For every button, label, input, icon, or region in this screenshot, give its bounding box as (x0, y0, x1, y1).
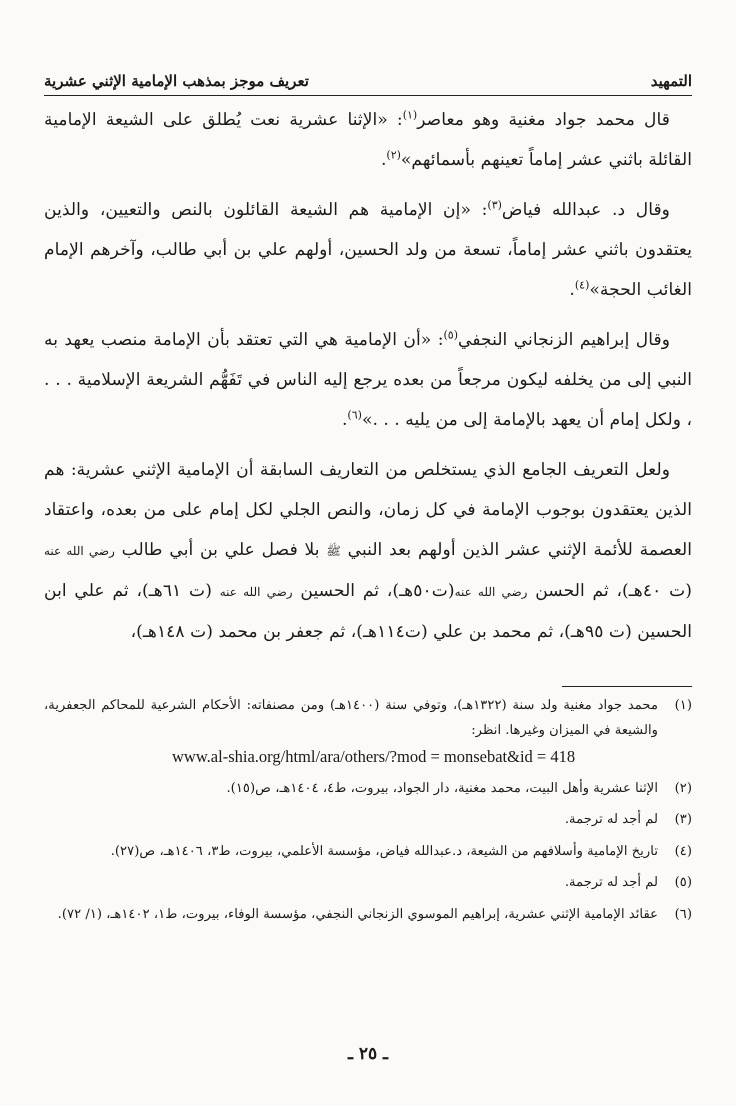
quote-attribution: وقال إبراهيم الزنجاني النجفي (458, 330, 670, 350)
definition-text: (ت٥٠هـ)، ثم الحسين (300, 581, 455, 601)
footnote-url: www.al-shia.org/html/ara/others/?mod = monsebat&id = 418 (172, 747, 576, 766)
main-text (44, 100, 692, 652)
footnote-text: عقائد الإمامية الإثني عشرية، إبراهيم الموسوي الزنجاني النجفي، مؤسسة الوفاء، بيروت، ط١، ١٤٠٢هـ، (١/ ٧٢). (57, 906, 658, 922)
footnote-6 (44, 903, 692, 928)
footnote-4 (44, 840, 692, 865)
running-header (44, 60, 692, 96)
footnote-ref: (٤) (574, 278, 590, 292)
footnote-2 (44, 777, 692, 802)
footnote-1 (44, 694, 692, 770)
paragraph-fayyad-quote (44, 190, 692, 310)
paragraph-mughniyya-quote (44, 100, 692, 180)
footnote-number: (٦) (674, 906, 692, 922)
honorific-glyph: رضي الله عنه (219, 585, 293, 599)
footnote-number: (١) (674, 698, 692, 713)
footnote-number: (٤) (674, 843, 692, 859)
footnote-text: لم أجد له ترجمة. (564, 812, 658, 827)
footnote-number: (٣) (674, 812, 692, 827)
paragraph-definition (44, 450, 692, 652)
header-section: التمهيد (650, 72, 692, 90)
footnote-text: تاريخ الإمامية وأسلافهم من الشيعة، د.عبدالله فياض، مؤسسة الأعلمي، بيروت، ط٣، ١٤٠٦هـ، ص(٢٧). (110, 843, 658, 859)
footnote-ref: (٣) (487, 198, 502, 212)
footnote-5 (44, 871, 692, 896)
honorific-glyph: ﷺ (326, 544, 341, 558)
footnote-3 (44, 808, 692, 833)
footnote-separator (562, 686, 692, 687)
page-number: ـ ٢٥ ـ (347, 1044, 389, 1064)
quote-text: : «إن الإمامية هم الشيعة القائلون بالنص والتعيين، والذين يعتقدون باثني عشر إماماً، تسعة من ولد الحسين، أولهم علي بن أبي طالب، وآخرهم الإمام الغائب الحجة» (44, 200, 692, 300)
honorific-glyph: رضي الله عنه (454, 585, 528, 599)
punctuation: . (569, 280, 575, 300)
header-title: تعريف موجز بمذهب الإمامية الإثني عشرية (44, 72, 309, 90)
honorific-glyph: رضي الله عنه (44, 544, 115, 558)
definition-text: (ت ٤٠هـ)، ثم الحسن (535, 581, 693, 601)
punctuation: . (341, 410, 348, 430)
footnote-text: محمد جواد مغنية ولد سنة (١٣٢٢هـ)، وتوفي سنة (١٤٠٠هـ) ومن مصنفاته: الأحكام الشرعية للمحاكم الجعفرية، والشيعة في الميزان وغيرها. انظر: (44, 698, 659, 738)
footnote-text: الإثنا عشرية وأهل البيت، محمد مغنية، دار الجواد، بيروت، ط٤، ١٤٠٤هـ، ص(١٥). (226, 780, 658, 796)
footnote-text: لم أجد له ترجمة. (564, 875, 658, 890)
quote-text: : «الإثنا عشرية نعت يُطلق على الشيعة الإمامية القائلة باثني عشر إماماً تعينهم بأسمائهم» (44, 110, 692, 170)
footnote-ref: (١) (402, 108, 418, 122)
footnote-number: (٥) (674, 875, 692, 890)
quote-attribution: قال محمد جواد مغنية وهو معاصر (417, 110, 670, 130)
quote-text: : «أن الإمامية هي التي تعتقد بأن الإمامة منصب يعهد به النبي إلى من يخلفه ليكون مرجعاً من بعده يرجع إليه الناس في تَفَهُّم الشريعة الإسلامية . . . ، ولكل إمام أن يعهد بالإمامة إلى من يليه . . .» (44, 330, 692, 430)
footnote-ref: (٢) (386, 148, 401, 162)
quote-attribution: وقال د. عبدالله فياض (501, 200, 670, 220)
footnote-body (44, 694, 658, 770)
footnotes (44, 694, 692, 934)
footnote-number: (٢) (674, 780, 692, 796)
paragraph-zanjani-quote (44, 320, 692, 440)
definition-text: ولعل التعريف الجامع الذي يستخلص من التعاريف السابقة أن الإمامية الإثني عشرية: هم الذين يعتقدون بوجوب الإمامة في كل زمان، والنص الجلي لكل إمام على من بعده، واعتقاد العصمة للأئمة الإثني عشر الذين أولهم بعد النبي (44, 460, 693, 560)
footnote-ref: (٥) (443, 328, 459, 342)
definition-text: بلا فصل علي بن أبي طالب (121, 540, 320, 560)
definition-text: (ت ٦١هـ)، ثم علي ابن الحسين (ت ٩٥هـ)، ثم محمد بن علي (ت١١٤هـ)، ثم جعفر بن محمد (ت ١٤٨هـ)، (44, 581, 692, 642)
punctuation: . (380, 150, 387, 170)
footnote-ref: (٦) (347, 408, 362, 422)
